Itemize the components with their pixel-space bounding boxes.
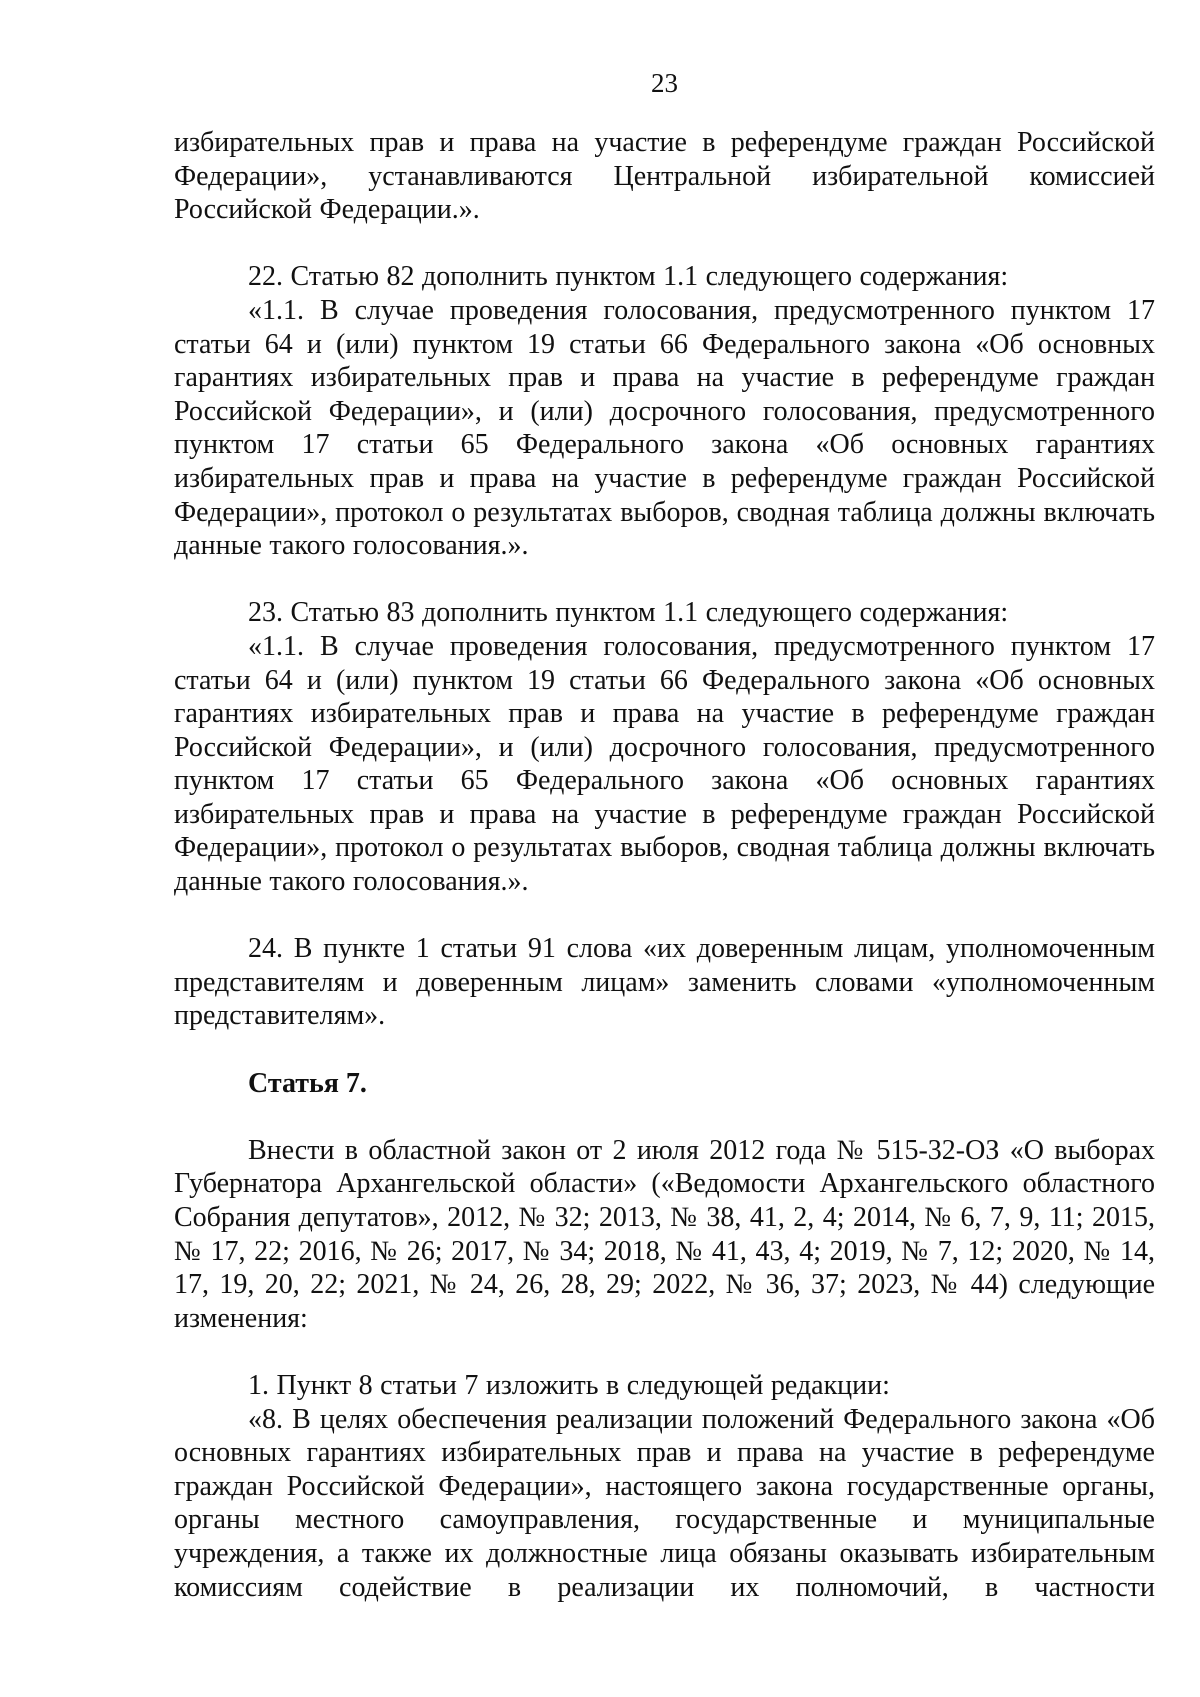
page-number: 23 bbox=[651, 68, 678, 98]
paragraph-spacer bbox=[174, 1335, 1155, 1369]
paragraph-spacer bbox=[174, 227, 1155, 261]
item-24: 24. В пункте 1 статьи 91 слова «их доверенным лицам, уполномоченным представителям и доверенным лицам» заменить словами «уполномоченным представителям». bbox=[174, 933, 1155, 1032]
item-23-title: 23. Статью 83 дополнить пунктом 1.1 следующего содержания: bbox=[248, 597, 1009, 629]
item-22-body: «1.1. В случае проведения голосования, предусмотренного пунктом 17 статьи 64 и (или) пунктом 19 статьи 66 Федерального закона «Об основных гарантиях избирательных прав и права на участие в референдуме граждан Российской Федерации», и (или) досрочного голосования, предусмотренного пунктом 17 статьи 65 Федерального закона «Об основных гарантиях избирательных прав и права на участие в референдуме граждан Российской Федерации», протокол о результатах выборов, сводная таблица должны включать данные такого голосования.». bbox=[174, 294, 1155, 562]
paragraph-spacer bbox=[174, 899, 1155, 933]
document-body bbox=[174, 126, 1155, 1604]
article-7-item-1-title: 1. Пункт 8 статьи 7 изложить в следующей редакции: bbox=[248, 1369, 890, 1401]
item-22-title: 22. Статью 82 дополнить пунктом 1.1 следующего содержания: bbox=[248, 261, 1009, 293]
item-23-body: «1.1. В случае проведения голосования, предусмотренного пунктом 17 статьи 64 и (или) пунктом 19 статьи 66 Федерального закона «Об основных гарантиях избирательных прав и права на участие в референдуме граждан Российской Федерации», и (или) досрочного голосования, предусмотренного пунктом 17 статьи 65 Федерального закона «Об основных гарантиях избирательных прав и права на участие в референдуме граждан Российской Федерации», протокол о результатах выборов, сводная таблица должны включать данные такого голосования.». bbox=[174, 630, 1155, 898]
paragraph-spacer bbox=[174, 563, 1155, 597]
paragraph-spacer bbox=[174, 1033, 1155, 1067]
article-7-item-1-body: «8. В целях обеспечения реализации положений Федерального закона «Об основных гарантиях избирательных прав и права на участие в референдуме граждан Российской Федерации», настоящего закона государственные органы, органы местного самоуправления, государственные и муниципальные учреждения, а также их должностные лица обязаны оказывать избирательным комиссиям содействие в реализации их полномочий, в частности bbox=[174, 1403, 1155, 1603]
paragraph-spacer bbox=[174, 1100, 1155, 1134]
article-heading: Статья 7. bbox=[248, 1067, 367, 1099]
article-7-intro: Внести в областной закон от 2 июля 2012 года № 515-32-ОЗ «О выборах Губернатора Архангельской области» («Ведомости Архангельского областного Собрания депутатов», 2012, № 32; 2013, № 38, 41, 2, 4; 2014, № 6, 7, 9, 11; 2015, № 17, 22; 2016, № 26; 2017, № 34; 2018, № 41, 43, 4; 2019, № 7, 12; 2020, № 14, 17, 19, 20, 22; 2021, № 24, 26, 28, 29; 2022, № 36, 37; 2023, № 44) следующие изменения: bbox=[174, 1134, 1155, 1334]
paragraph-continuation: избирательных прав и права на участие в референдуме граждан Российской Федерации», устанавливаются Центральной избирательной комиссией Российской Федерации.». bbox=[174, 127, 1155, 226]
